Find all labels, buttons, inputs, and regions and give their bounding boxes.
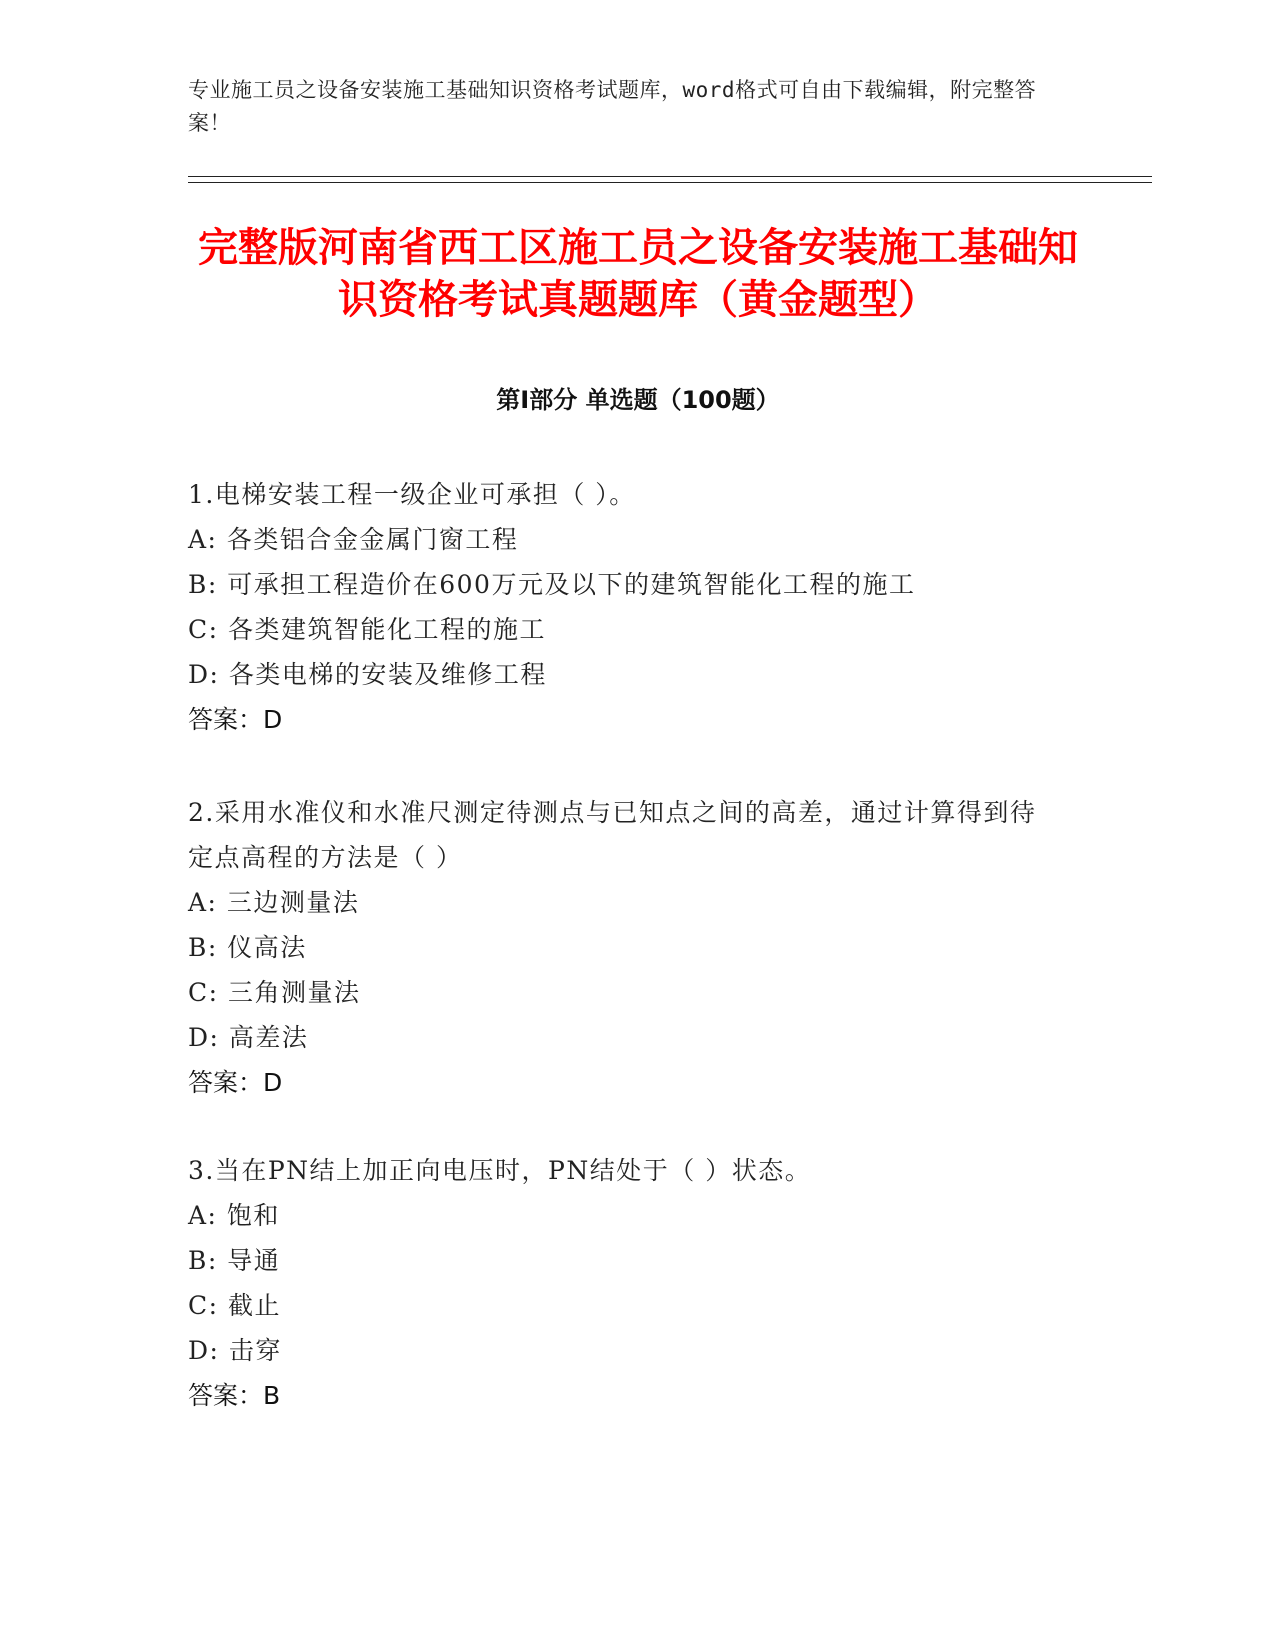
option-c: C: 各类建筑智能化工程的施工 (188, 615, 546, 644)
question-block-3 (188, 1148, 1088, 1418)
question-block-1 (188, 472, 1088, 742)
section-title: 第I部分 单选题（100题） (496, 386, 780, 414)
answer: 答案：D (188, 705, 283, 734)
answer: 答案：D (188, 1068, 283, 1097)
option-a: A: 三边测量法 (188, 888, 360, 917)
option-b: B: 仪高法 (188, 933, 307, 962)
header-divider-top (188, 176, 1152, 177)
answer: 答案：B (188, 1381, 281, 1410)
option-d: D: 各类电梯的安装及维修工程 (188, 660, 547, 689)
option-b: B: 导通 (188, 1246, 281, 1275)
option-c: C: 三角测量法 (188, 978, 361, 1007)
option-c: C: 截止 (188, 1291, 281, 1320)
header-divider-bottom (188, 182, 1152, 183)
option-d: D: 高差法 (188, 1023, 309, 1052)
document-title: 完整版河南省西工区施工员之设备安装施工基础知识资格考试真题题库（黄金题型） (198, 225, 1078, 323)
option-a: A: 各类铝合金金属门窗工程 (188, 525, 519, 554)
question-stem: 2.采用水准仪和水准尺测定待测点与已知点之间的高差，通过计算得到待定点高程的方法是（ ） (188, 798, 1037, 872)
question-block-2 (188, 790, 1088, 1105)
option-d: D: 击穿 (188, 1336, 282, 1365)
option-a: A: 饱和 (188, 1201, 280, 1230)
header-note: 专业施工员之设备安装施工基础知识资格考试题库，word格式可自由下载编辑，附完整答案！ (188, 78, 1037, 135)
option-b: B: 可承担工程造价在600万元及以下的建筑智能化工程的施工 (188, 570, 916, 599)
question-stem: 3.当在PN结上加正向电压时，PN结处于（ ）状态。 (188, 1156, 812, 1185)
question-stem: 1.电梯安装工程一级企业可承担（ ）。 (188, 480, 636, 509)
